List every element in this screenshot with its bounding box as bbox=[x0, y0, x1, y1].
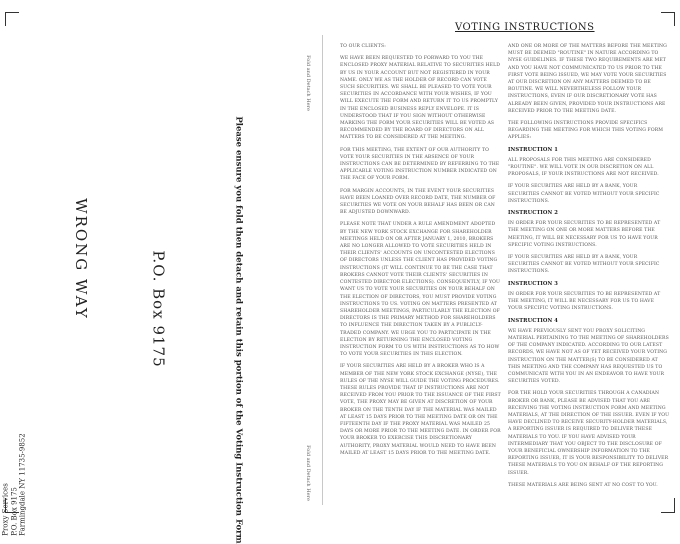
paragraph: PLEASE NOTE THAT UNDER A RULE AMENDMENT ADOPTED BY THE NEW YORK STOCK EXCHANGE FOR SHAREHOLDER MEETINGS HELD ON OR AFTER JANUARY 1, 2010, BROKERS ARE NO LONGER ALLOWED TO VOTE SECURITIES HELD IN THEIR CLIENTS' ACCOUNTS ON UNCONTESTED ELECTIONS OF DIRECTORS UNLESS THE CLIENT HAS PROVIDED VOTING INSTRUCTIONS (IT WILL CONTINUE TO BE THE CASE THAT BROKERS CANNOT VOTE THEIR CLIENTS' SECURITIES IN CONTESTED DIRECTOR ELECTIONS). CONSEQUENTLY, IF YOU WANT US TO VOTE YOUR SECURITIES ON YOUR BEHALF ON THE ELECTION OF DIRECTORS, YOU MUST PROVIDE VOTING INSTRUCTIONS TO US. VOTING ON MATTERS PRESENTED AT SHAREHOLDER MEETINGS, PARTICULARLY THE ELECTION OF DIRECTORS IS THE PRIMARY METHOD FOR SHAREHOLDERS TO INFLUENCE THE DIRECTION TAKEN BY A PUBLICLY-TRADED COMPANY. WE URGE YOU TO PARTICIPATE IN THE ELECTION BY RETURNING THE ENCLOSED VOTING INSTRUCTION FORM TO US WITH INSTRUCTIONS AS TO HOW TO VOTE YOUR SECURITIES IN THIS ELECTION. bbox=[340, 222, 501, 358]
paragraph: THE FOLLOWING INSTRUCTIONS PROVIDE SPECIFICS REGARDING THE MEETING FOR WHICH THIS VOTING FORM APPLIES: bbox=[508, 121, 664, 141]
paragraph: IF YOUR SECURITIES ARE HELD BY A BANK, YOUR SECURITIES CANNOT BE VOTED WITHOUT YOUR SPECIFIC INSTRUCTIONS. bbox=[508, 184, 660, 204]
instruction-4-heading: INSTRUCTION 4 bbox=[508, 317, 559, 324]
paragraph: TO OUR CLIENTS: bbox=[340, 44, 386, 49]
crop-mark-top-right-v bbox=[674, 12, 675, 26]
return-address-line3: Farmingdale NY 11735-9852 bbox=[18, 433, 27, 536]
paragraph: IN ORDER FOR YOUR SECURITIES TO BE REPRESENTED AT THE MEETING ON ONE OR MORE MATTERS BEFORE THE MEETING, IT WILL BE NECESSARY FOR US TO HAVE YOUR SPECIFIC VOTING INSTRUCTIONS. bbox=[508, 221, 661, 248]
paragraph: FOR THIS MEETING, THE EXTENT OF OUR AUTHORITY TO VOTE YOUR SECURITIES IN THE ABSENCE OF YOUR INSTRUCTIONS CAN BE DETERMINED BY REFERRING TO THE APPLICABLE VOTING INSTRUCTION NUMBER INDICATED ON THE FACE OF YOUR FORM. bbox=[340, 147, 500, 182]
return-address-line1: Proxy Services bbox=[1, 483, 10, 536]
fold-label-top: Fold and Detach Here bbox=[304, 55, 311, 111]
paragraph: IN ORDER FOR YOUR SECURITIES TO BE REPRESENTED AT THE MEETING, IT WILL BE NECESSARY FOR US TO HAVE YOUR SPECIFIC VOTING INSTRUCTIONS. bbox=[508, 291, 661, 312]
paragraph: WE HAVE PREVIOUSLY SENT YOU PROXY SOLICITING MATERIAL PERTAINING TO THE MEETING OF SHAREHOLDERS OF THE COMPANY INDICATED. ACCORDING TO OUR LATEST RECORDS, WE HAVE NOT AS OF YET RECEIVED YOUR VOTING INSTRUCTION ON THE MATTER(S) TO BE CONSIDERED AT THIS MEETING AND THE COMPANY HAS REQUESTED US TO COMMUNICATE WITH YOU IN AN ENDEAVOR TO HAVE YOUR SECURITIES VOTED. bbox=[508, 328, 669, 385]
crop-mark-top-left-v bbox=[5, 12, 6, 26]
paragraph: WE HAVE BEEN REQUESTED TO FORWARD TO YOU THE ENCLOSED PROXY MATERIAL RELATIVE TO SECURITIES HELD BY US IN YOUR ACCOUNT BUT NOT REGISTERED IN YOUR NAME. ONLY WE AS THE HOLDER OF RECORD CAN VOTE SUCH SECURITIES. WE SHALL BE PLEASED TO VOTE YOUR SECURITIES IN ACCORDANCE WITH YOUR WISHES, IF YOU WILL EXECUTE THE FORM AND RETURN IT TO US PROMPTLY IN THE ENCLOSED BUSINESS REPLY ENVELOPE. IT IS UNDERSTOOD THAT IF YOU SIGN WITHOUT OTHERWISE MARKING THE FORM YOUR SECURITIES WILL BE VOTED AS RECOMMENDED BY THE BOARD OF DIRECTORS ON ALL MATTERS TO BE CONSIDERED AT THE MEETING. bbox=[340, 56, 501, 141]
crop-mark-bottom-right-v bbox=[674, 498, 675, 512]
paragraph: IF YOUR SECURITIES ARE HELD BY A BANK, YOUR SECURITIES CANNOT BE VOTED WITHOUT YOUR SPECIFIC INSTRUCTIONS. bbox=[508, 255, 660, 275]
fold-line bbox=[322, 35, 323, 505]
detach-notice: Please ensure you fold then detach and retain this portion of the Voting Instruction Form bbox=[233, 116, 244, 544]
po-box-label: P.O. Box 9175 bbox=[149, 250, 168, 368]
paragraph: FOR THE HOLD YOUR SECURITIES THROUGH A CANADIAN BROKER OR BANK, PLEASE BE ADVISED THAT YOU ARE RECEIVING THE VOTING INSTRUCTION FORM AND MEETING MATERIALS, AT THE DIRECTION OF THE ISSUER. EVEN IF YOU HAVE DECLINED TO RECEIVE SECURITY-HOLDER MATERIALS, A REPORTING ISSUER IS REQUIRED TO DELIVER THESE MATERIALS TO YOU. IF YOU HAVE ADVISED YOUR INTERMEDIARY THAT YOU OBJECT TO THE DISCLOSURE OF YOUR BENEFICIAL OWNERSHIP INFORMATION TO THE REPORTING ISSUER, IT IS YOUR RESPONSIBILITY TO DELIVER THESE MATERIALS TO YOU ON BEHALF OF THE REPORTING ISSUER. bbox=[508, 391, 670, 476]
paragraph: FOR MARGIN ACCOUNTS, IN THE EVENT YOUR SECURITIES HAVE BEEN LOANED OVER RECORD DATE, THE NUMBER OF SECURITIES WE VOTE ON YOUR BEHALF HAS BEEN OR CAN BE ADJUSTED DOWNWARD. bbox=[340, 188, 496, 216]
fold-label-bottom: Fold and Detach Here bbox=[304, 445, 311, 501]
crop-mark-top-left-h bbox=[5, 12, 19, 13]
instructions-column-left bbox=[340, 43, 502, 462]
instruction-1-heading: INSTRUCTION 1 bbox=[508, 146, 559, 153]
return-address bbox=[1, 406, 27, 536]
instruction-3-heading: INSTRUCTION 3 bbox=[508, 280, 559, 287]
paragraph: IF YOUR SECURITIES ARE HELD BY A BROKER WHO IS A MEMBER OF THE NEW YORK STOCK EXCHANGE (NYSE), THE RULES OF THE NYSE WILL GUIDE THE VOTING PROCEDURES. THESE RULES PROVIDE THAT IF INSTRUCTIONS ARE NOT RECEIVED FROM YOU PRIOR TO THE ISSUANCE OF THE FIRST VOTE, THE PROXY MAY BE GIVEN AT DISCRETION OF YOUR BROKER ON THE TENTH DAY IF THE MATERIAL WAS MAILED AT LEAST 15 DAYS PRIOR TO THE MEETING DATE OR ON THE FIFTEENTH DAY IF THE PROXY MATERIAL WAS MAILED 25 DAYS OR MORE PRIOR TO THE MEETING DATE. IN ORDER FOR YOUR BROKER TO EXERCISE THIS DISCRETIONARY AUTHORITY, PROXY MATERIAL WOULD NEED TO HAVE BEEN MAILED AT LEAST 15 DAYS PRIOR TO THE MEETING DATE. bbox=[340, 364, 501, 456]
paragraph: AND ONE OR MORE OF THE MATTERS BEFORE THE MEETING MUST BE DEEMED "ROUTINE" IN NATURE ACCORDING TO NYSE GUIDELINES. IF THESE TWO REQUIREMENTS ARE MET AND YOU HAVE NOT COMMUNICATED TO US PRIOR TO THE FIRST VOTE BEING ISSUED, WE MAY VOTE YOUR SECURITIES AT OUR DISCRETION ON ANY MATTERS DEEMED TO BE ROUTINE. WE WILL NEVERTHELESS FOLLOW YOUR INSTRUCTIONS, EVEN IF OUR DISCRETIONARY VOTE HAS ALREADY BEEN GIVEN, PROVIDED YOUR INSTRUCTIONS ARE RECEIVED PRIOR TO THE MEETING DATE. bbox=[508, 44, 667, 114]
wrong-way-label: WRONG WAY bbox=[71, 198, 90, 320]
paragraph: THESE MATERIALS ARE BEING SENT AT NO COST TO YOU. bbox=[508, 482, 658, 488]
crop-mark-bottom-right-h bbox=[661, 512, 675, 513]
instruction-2-heading: INSTRUCTION 2 bbox=[508, 210, 559, 217]
crop-mark-top-right-h bbox=[661, 12, 675, 13]
paragraph: ALL PROPOSALS FOR THIS MEETING ARE CONSIDERED "ROUTINE". WE WILL VOTE IN OUR DISCRETION ON ALL PROPOSALS, IF YOUR INSTRUCTIONS ARE NOT RECEIVED. bbox=[508, 157, 659, 178]
instructions-column-right bbox=[508, 43, 670, 494]
return-address-line2: P.O. Box 9175 bbox=[9, 487, 18, 536]
page-title: VOTING INSTRUCTIONS bbox=[455, 22, 595, 33]
